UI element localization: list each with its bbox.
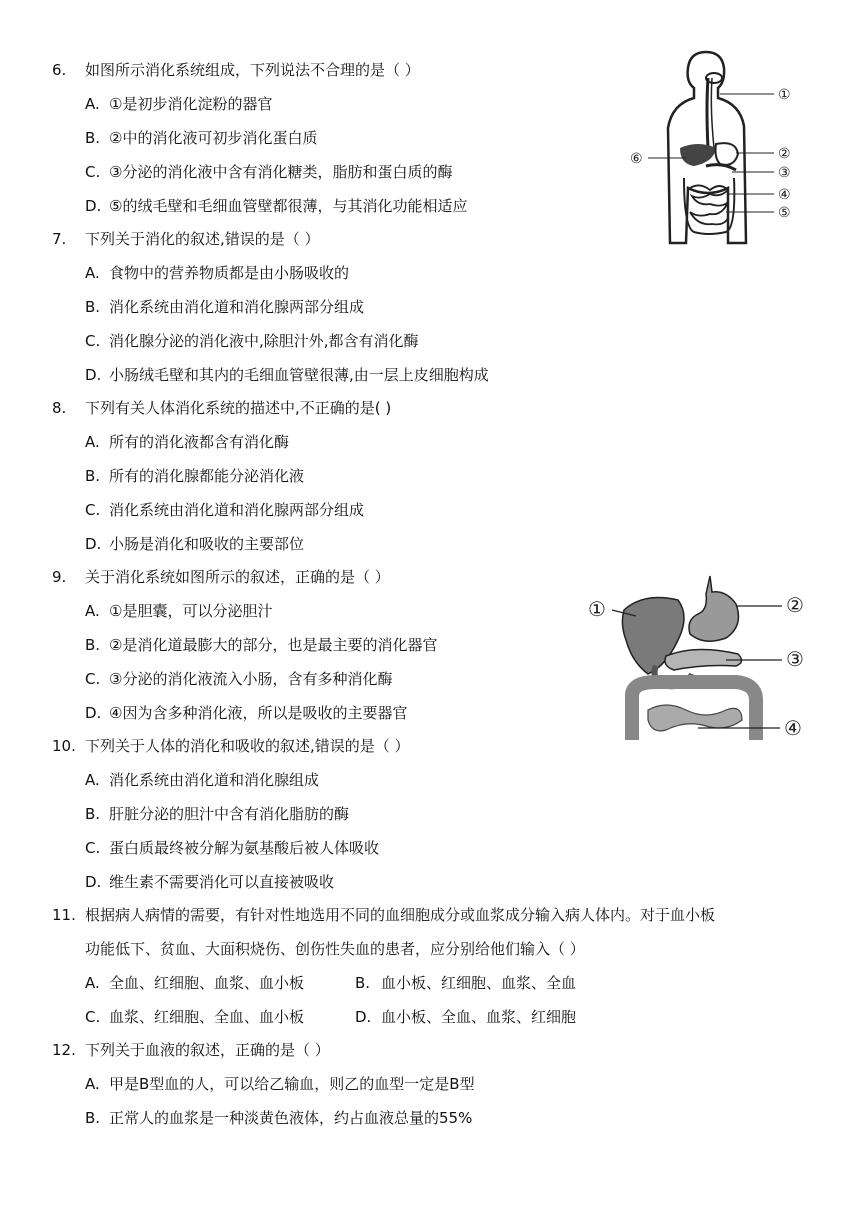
option-text: ②中的消化液可初步消化蛋白质 — [109, 129, 318, 147]
option-letter: D. — [85, 197, 102, 215]
option-letter: B. — [85, 805, 101, 823]
option-letter: D. — [355, 1008, 372, 1026]
option-text: 全血、红细胞、血浆、血小板 — [109, 974, 305, 992]
option-text: 血浆、红细胞、全血、血小板 — [109, 1008, 305, 1026]
option-letter: A. — [85, 771, 100, 789]
question-text: 根据病人病情的需要，有针对性地选用不同的血细胞成分或血浆成分输入病人体内。对于血小板 — [85, 906, 716, 924]
fig1-label-3: ③ — [778, 165, 791, 181]
question-number: 11. — [52, 906, 76, 924]
question-number: 8. — [52, 399, 67, 417]
option-text: 血小板、全血、血浆、红细胞 — [381, 1008, 577, 1026]
fig1-label-1: ① — [778, 87, 791, 103]
fig1-label-4: ④ — [778, 187, 791, 203]
option-letter: D. — [85, 535, 102, 553]
option-text: ⑤的绒毛壁和毛细血管壁都很薄，与其消化功能相适应 — [109, 197, 468, 215]
digestive-system-figure — [628, 48, 803, 250]
question-text: 功能低下、贫血、大面积烧伤、创伤性失血的患者，应分别给他们输入（ ） — [85, 940, 585, 958]
option-letter: C. — [85, 332, 101, 350]
option-text: 维生素不需要消化可以直接被吸收 — [109, 873, 335, 891]
option-text: 所有的消化腺都能分泌消化液 — [109, 467, 305, 485]
option-letter: C. — [85, 839, 101, 857]
fig2-label-4: ④ — [784, 716, 802, 740]
question-text: 下列关于消化的叙述,错误的是（ ） — [85, 230, 320, 248]
option-text: 小肠是消化和吸收的主要部位 — [109, 535, 305, 553]
option-text: ③分泌的消化液中含有消化糖类，脂肪和蛋白质的酶 — [109, 163, 453, 181]
option-letter: C. — [85, 1008, 101, 1026]
option-text: 小肠绒毛壁和其内的毛细血管壁很薄,由一层上皮细胞构成 — [109, 366, 489, 384]
option-letter: B. — [85, 1109, 101, 1127]
option-letter: D. — [85, 873, 102, 891]
option-text: 消化系统由消化道和消化腺两部分组成 — [109, 298, 365, 316]
option-letter: C. — [85, 163, 101, 181]
option-letter: A. — [85, 602, 100, 620]
option-text: 甲是B型血的人，可以给乙输血，则乙的血型一定是B型 — [109, 1075, 475, 1093]
option-letter: D. — [85, 366, 102, 384]
option-text: 蛋白质最终被分解为氨基酸后被人体吸收 — [109, 839, 380, 857]
option-letter: B. — [85, 298, 101, 316]
option-letter: B. — [85, 129, 101, 147]
fig2-label-3: ③ — [786, 647, 804, 671]
question-text: 下列关于人体的消化和吸收的叙述,错误的是（ ） — [85, 737, 410, 755]
question-text: 关于消化系统如图所示的叙述，正确的是（ ） — [85, 568, 390, 586]
option-text: ④因为含多种消化液，所以是吸收的主要器官 — [109, 704, 408, 722]
question-text: 下列有关人体消化系统的描述中,不正确的是( ) — [85, 399, 392, 417]
option-text: 肝脏分泌的胆汁中含有消化脂肪的酶 — [109, 805, 350, 823]
option-text: 血小板、红细胞、血浆、全血 — [381, 974, 577, 992]
question-number: 10. — [52, 737, 76, 755]
option-letter: B. — [85, 636, 101, 654]
question-number: 6. — [52, 61, 67, 79]
option-text: 消化腺分泌的消化液中,除胆汁外,都含有消化酶 — [109, 332, 419, 350]
option-text: ③分泌的消化液流入小肠，含有多种消化酶 — [109, 670, 393, 688]
fig1-label-2: ② — [778, 146, 791, 162]
question-text: 下列关于血液的叙述，正确的是（ ） — [85, 1041, 330, 1059]
option-letter: A. — [85, 95, 100, 113]
option-letter: A. — [85, 974, 100, 992]
option-text: 所有的消化液都含有消化酶 — [109, 433, 290, 451]
fig2-label-1: ① — [588, 597, 606, 621]
question-number: 7. — [52, 230, 67, 248]
fig1-label-5: ⑤ — [778, 205, 791, 221]
option-text: ①是初步消化淀粉的器官 — [109, 95, 273, 113]
option-text: 消化系统由消化道和消化腺组成 — [109, 771, 320, 789]
option-letter: A. — [85, 1075, 100, 1093]
option-letter: C. — [85, 670, 101, 688]
option-letter: B. — [85, 467, 101, 485]
option-letter: C. — [85, 501, 101, 519]
option-text: ①是胆囊，可以分泌胆汁 — [109, 602, 273, 620]
option-text: 食物中的营养物质都是由小肠吸收的 — [109, 264, 350, 282]
question-number: 12. — [52, 1041, 76, 1059]
option-text: 正常人的血浆是一种淡黄色液体，约占血液总量的55% — [109, 1109, 473, 1127]
digestive-organs-figure — [586, 570, 816, 746]
option-text: 消化系统由消化道和消化腺两部分组成 — [109, 501, 365, 519]
option-letter: D. — [85, 704, 102, 722]
option-letter: B. — [355, 974, 371, 992]
question-text: 如图所示消化系统组成，下列说法不合理的是（ ） — [85, 61, 420, 79]
fig2-label-2: ② — [786, 593, 804, 617]
option-letter: A. — [85, 433, 100, 451]
question-number: 9. — [52, 568, 67, 586]
option-text: ②是消化道最膨大的部分，也是最主要的消化器官 — [109, 636, 438, 654]
fig1-label-6: ⑥ — [630, 151, 643, 167]
option-letter: A. — [85, 264, 100, 282]
